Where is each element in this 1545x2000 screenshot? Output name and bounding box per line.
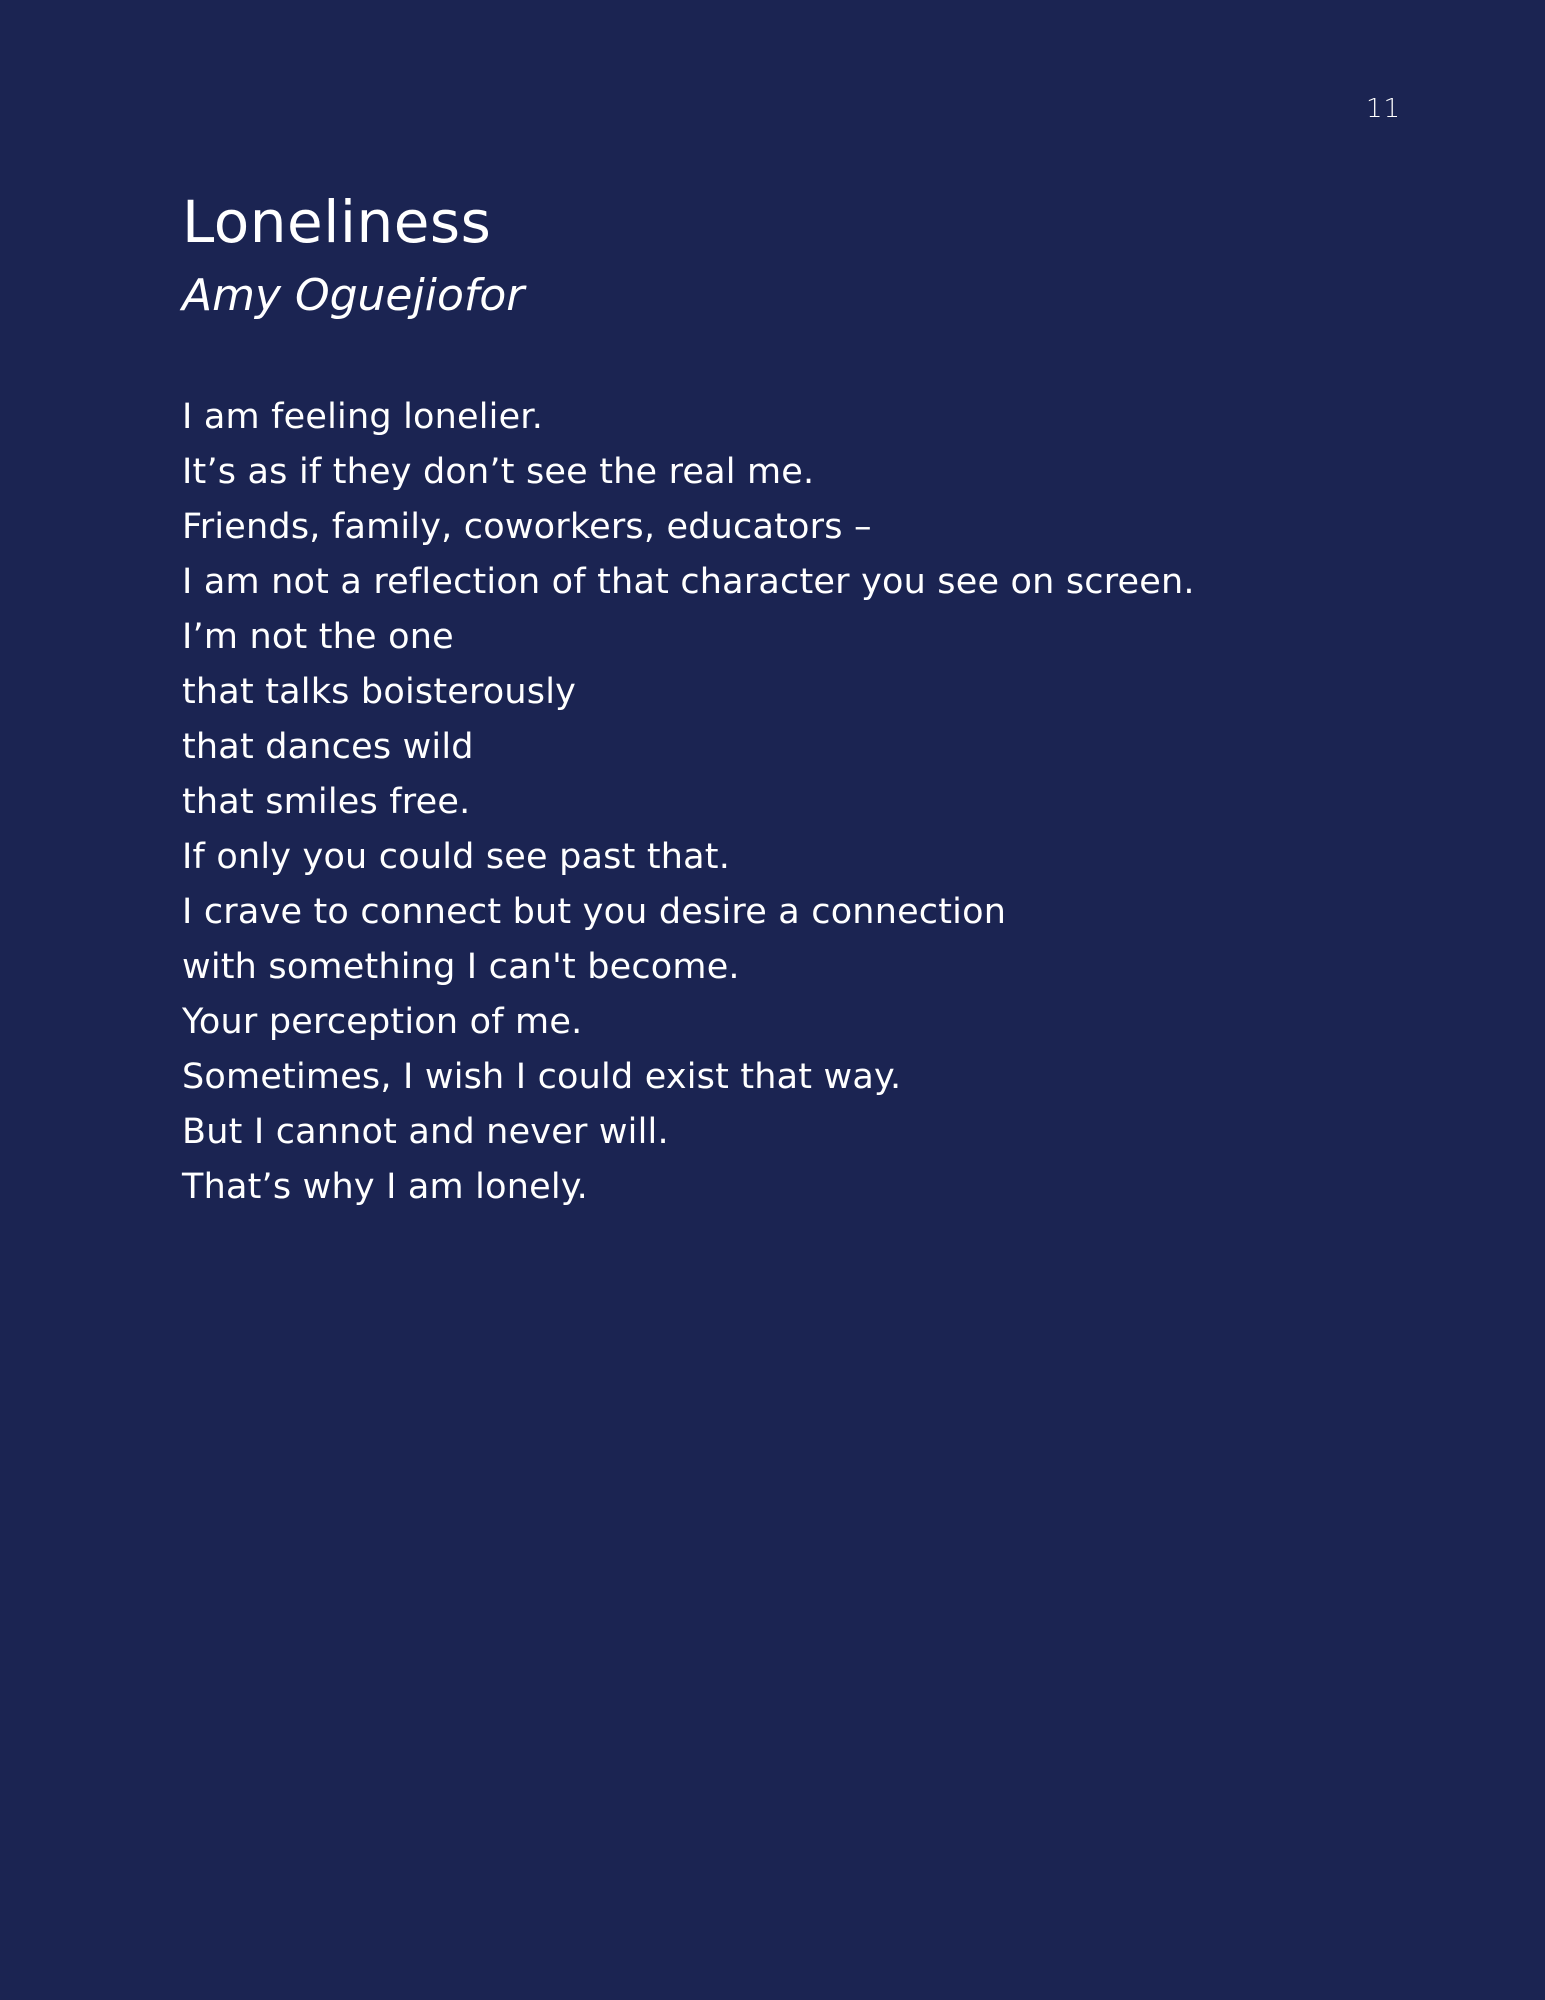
poem-body [182,390,1382,1215]
poem-line: I’m not the one [182,617,454,657]
poem-line: that dances wild [182,727,474,767]
poem-title: Loneliness [182,188,492,256]
poem-line: with something I can't become. [182,947,740,987]
poem-line: If only you could see past that. [182,837,731,877]
poem [182,180,1382,1215]
poem-line: Sometimes, I wish I could exist that way. [182,1057,902,1097]
poem-line: Your perception of me. [182,1002,583,1042]
page-number: 11 [1366,94,1402,124]
poem-line: It’s as if they don’t see the real me. [182,452,815,492]
poem-line: that talks boisterously [182,672,577,712]
poem-line: I am not a reflection of that character you see on screen. [182,562,1195,602]
poem-line: I crave to connect but you desire a connection [182,892,1007,932]
poem-line: That’s why I am lonely. [182,1167,589,1207]
poem-line: But I cannot and never will. [182,1112,669,1152]
poem-author: Amy Oguejiofor [182,270,525,321]
poem-line: that smiles free. [182,782,471,822]
poem-line: I am feeling lonelier. [182,397,544,437]
poem-line: Friends, family, coworkers, educators – [182,507,872,547]
